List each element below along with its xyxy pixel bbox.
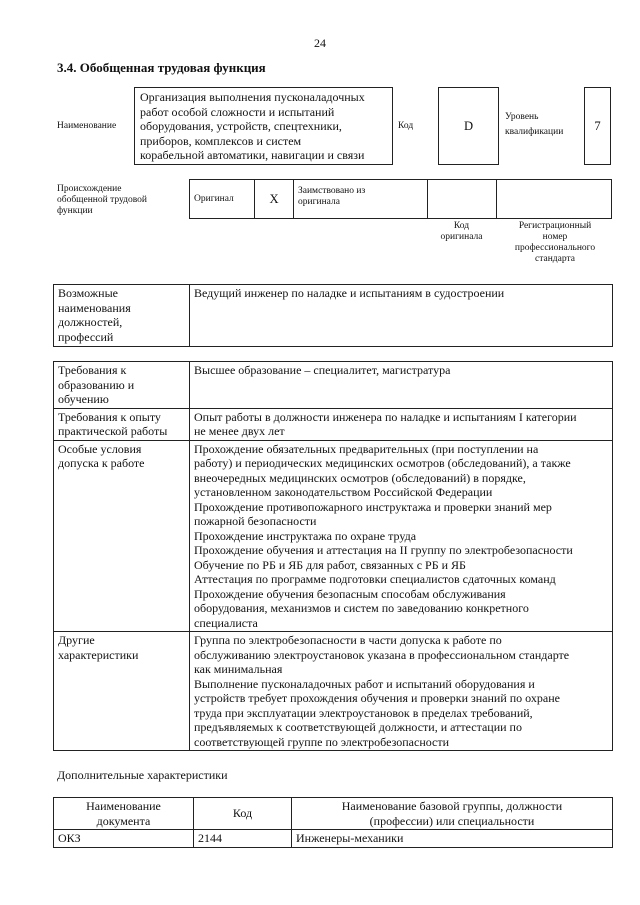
name-value-text (140, 90, 387, 163)
reg-number-caption-line: номер (542, 232, 568, 242)
additional-code: 2144 (198, 831, 222, 845)
additional-doc: ОКЗ (58, 831, 81, 845)
additional-header-code-text: Код (232, 806, 253, 821)
requirement-value-line: работу) и периодических медицинских осмотров (обследований), а также (194, 456, 571, 470)
requirement-label-cell (54, 362, 190, 409)
requirement-label-line: обучению (58, 392, 109, 406)
positions-label-line: профессий (58, 329, 114, 344)
reg-number-caption-line: Регистрационный (518, 221, 592, 231)
requirement-value-line: Прохождение обучения безопасным способам обслуживания (194, 586, 506, 601)
requirement-label-cell (54, 632, 190, 751)
requirement-value-line: внеочередных медицинских осмотров (обследований) в порядке, (194, 470, 526, 485)
origin-mark-cell (255, 180, 294, 219)
additional-header-row (54, 798, 613, 830)
requirement-label-cell (54, 408, 190, 440)
requirement-value-line: Высшее образование – специалитет, магистратура (194, 363, 451, 377)
name-value-line: оборудования, устройств, спецтехники, (140, 119, 342, 133)
requirement-label-line: Особые условия (58, 441, 142, 456)
requirement-value-line: Выполнение пусконаладочных работ и испытаний оборудования и (194, 676, 535, 691)
requirement-label-line: практической работы (58, 424, 168, 438)
name-value-line: корабельной автоматики, навигации и связи (140, 148, 365, 162)
requirement-value-line: устройств требует прохождения обучения и проверки знаний по охране (194, 691, 560, 705)
requirement-value-line: Прохождение обучения и аттестация на II группу по электробезопасности (194, 543, 573, 557)
code-value: D (463, 119, 474, 133)
additional-name: Инженеры-механики (296, 831, 404, 845)
additional-cell-code (194, 830, 292, 848)
code-original-caption-line: Код (453, 221, 470, 231)
requirement-value-line: обслуживанию электроустановок указана в профессиональном стандарте (194, 647, 570, 662)
requirement-value-line: Аттестация по программе подготовки специалистов сдаточных команд (194, 572, 556, 586)
positions-label-cell (54, 285, 190, 347)
name-value-line: Организация выполнения пусконаладочных (140, 90, 365, 104)
requirement-label-cell (54, 440, 190, 632)
name-label: Наименование (57, 121, 117, 131)
additional-title: Дополнительные характеристики (57, 768, 228, 782)
level-label (505, 112, 563, 138)
code-value-box (438, 87, 499, 165)
requirement-value-line: Обучение по РБ и ЯБ для работ, связанных с РБ и ЯБ (194, 557, 466, 572)
requirement-label-line: образованию и (58, 377, 135, 392)
positions-label-line: Возможные (58, 286, 118, 300)
origin-original-label: Оригинал (194, 193, 234, 204)
requirement-row (54, 362, 613, 409)
requirement-row (54, 632, 613, 751)
requirement-value-line: пожарной безопасности (194, 514, 317, 528)
requirement-value-line: Опыт работы в должности инженера по наладке и испытаниям I категории (194, 409, 577, 424)
origin-original-cell (190, 180, 255, 219)
requirement-value-cell (190, 362, 613, 409)
origin-borrowed-cell (294, 180, 428, 219)
level-label-line: квалификации (505, 127, 564, 137)
requirement-value-line: установленном законодательством Российской Федерации (194, 485, 493, 499)
reg-number-caption-line: стандарта (535, 254, 575, 264)
additional-header-doc-line: документа (96, 813, 151, 828)
code-original-caption (427, 221, 496, 243)
requirement-value-line: не менее двух лет (194, 424, 285, 438)
additional-header-name (292, 798, 613, 830)
origin-mark: X (269, 191, 279, 206)
requirement-value-cell (190, 440, 613, 632)
requirement-value-line: оборудования, механизмов и систем по заведованию конкретного (194, 601, 529, 615)
origin-label-line: Происхождение (57, 184, 122, 194)
positions-value-cell (190, 285, 613, 347)
requirement-value-line: предъявляемых к соответствующей должности, и аттестации по (194, 720, 522, 734)
requirement-row (54, 440, 613, 632)
additional-header-doc-line: Наименование (86, 799, 161, 813)
requirement-label-line: допуска к работе (58, 456, 145, 470)
level-label-line: Уровень (505, 112, 539, 122)
name-value-line: работ особой сложности и испытаний (140, 104, 335, 119)
origin-reg-cell (497, 180, 612, 219)
additional-table (53, 797, 613, 848)
additional-header-doc (54, 798, 194, 830)
additional-header-code (194, 798, 292, 830)
origin-table (189, 179, 612, 219)
requirement-value-line: труда при эксплуатации электроустановок в пределах требований, (194, 705, 533, 720)
requirement-label-line: Требования к (58, 363, 127, 377)
additional-header-name-line: (профессии) или специальности (369, 813, 535, 828)
code-label: Код (398, 121, 414, 131)
origin-label-line: функции (57, 206, 93, 216)
reg-number-caption (498, 221, 612, 265)
requirement-label-line: Требования к опыту (58, 409, 161, 424)
requirement-value-line: Прохождение противопожарного инструктажа и проверки знаний мер (194, 499, 552, 514)
section-title: 3.4. Обобщенная трудовая функция (57, 60, 266, 75)
page-number: 24 (314, 36, 326, 50)
requirement-label-line: характеристики (58, 647, 139, 662)
additional-row (54, 830, 613, 848)
requirement-value-line: Группа по электробезопасности в части допуска к работе по (194, 633, 502, 647)
origin-code-cell (428, 180, 497, 219)
level-value: 7 (594, 119, 601, 133)
origin-label (57, 184, 147, 217)
requirement-value-line: Прохождение инструктажа по охране труда (194, 528, 417, 543)
requirement-value-line: специалиста (194, 615, 258, 630)
name-value-line: приборов, комплексов и систем (140, 133, 302, 148)
requirement-value-line: соответствующей группе по электробезопасности (194, 734, 450, 749)
origin-borrowed-line: Заимствовано из (298, 186, 366, 196)
code-original-caption-line: оригинала (440, 232, 483, 242)
positions-label-line: наименования (58, 300, 131, 315)
positions-table (53, 284, 613, 347)
requirements-table (53, 361, 613, 751)
additional-cell-name (292, 830, 613, 848)
requirement-row (54, 408, 613, 440)
positions-label-line: должностей, (58, 315, 123, 329)
requirement-value-line: как минимальная (194, 662, 283, 676)
reg-number-caption-line: профессионального (514, 243, 596, 253)
additional-header-name-line: Наименование базовой группы, должности (341, 799, 563, 813)
requirement-value-cell (190, 632, 613, 751)
requirement-label-line: Другие (58, 633, 95, 647)
origin-label-line: обобщенной трудовой (57, 195, 147, 205)
requirement-value-line: Прохождение обязательных предварительных (при поступлении на (194, 441, 539, 456)
name-value-box (134, 87, 393, 165)
level-value-box (584, 87, 611, 165)
origin-borrowed-line: оригинала (298, 197, 340, 207)
requirement-value-cell (190, 408, 613, 440)
positions-value: Ведущий инженер по наладке и испытаниям в судостроении (194, 286, 505, 300)
additional-cell-doc (54, 830, 194, 848)
